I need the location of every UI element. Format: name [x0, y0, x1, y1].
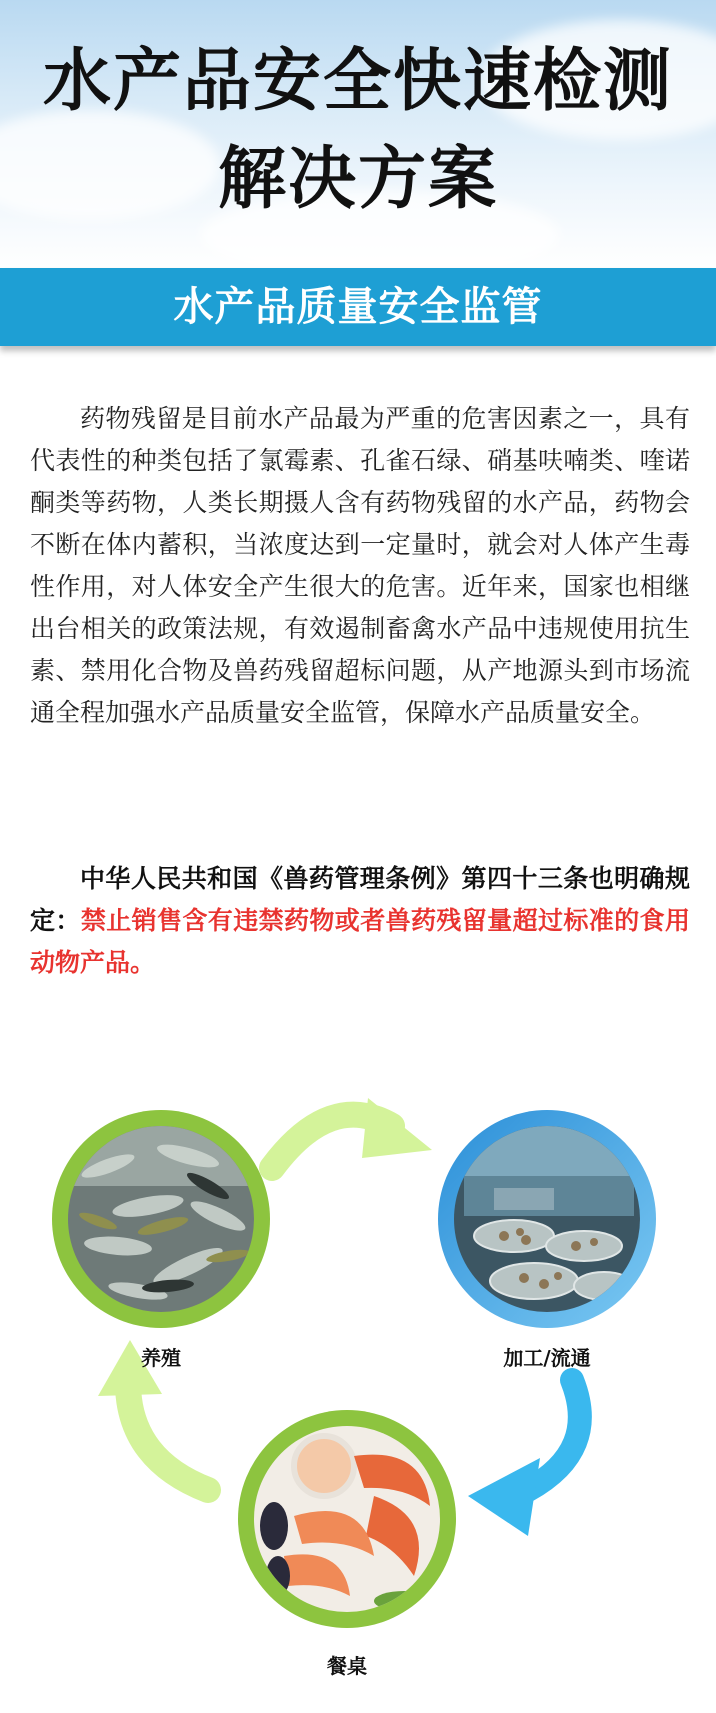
stage-farming-label: 养殖	[141, 1346, 181, 1370]
stage-table-label: 餐桌	[327, 1654, 367, 1678]
section-title: 水产品质量安全监管	[173, 284, 543, 330]
intro-paragraph: 药物残留是目前水产品最为严重的危害因素之一，具有代表性的种类包括了氯霉素、孔雀石绿、硝基呋喃类、喹诺酮类等药物，人类长期摄人含有药物残留的水产品，药物会不断在体内蓄积，当浓度达到一定量时，就会对人体产生毒性作用，对人体安全产生很大的危害。近年来，国家也相继出台相关的政策法规，有效遏制畜禽水产品中违规使用抗生素、禁用化合物及兽药残留超标问题，从产地源头到市场流通全程加强水产品质量安全监管，保障水产品质量安全。	[30, 404, 690, 727]
page-title-line2: 解决方案	[217, 140, 498, 219]
stage-table-ring	[238, 1410, 456, 1628]
arrow-top-icon	[272, 1098, 432, 1168]
section-band	[0, 268, 716, 346]
stage-farming-ring	[52, 1110, 270, 1328]
arrow-right-icon	[468, 1380, 580, 1536]
regulation-paragraph	[30, 858, 690, 984]
regulation-prefix: 中华人民共和国《兽药管理条例》第四十三条也明确规定：	[30, 864, 690, 935]
seafood-platter-image	[254, 1426, 440, 1612]
fish-farming-image	[68, 1126, 254, 1312]
regulation-highlight: 禁止销售含有违禁药物或者兽药残留量超过标准的食用动物产品。	[30, 906, 690, 977]
stage-processing-label: 加工/流通	[503, 1346, 591, 1370]
hero-banner	[0, 0, 716, 268]
page-title-line1: 水产品安全快速检测	[42, 42, 673, 121]
stage-processing-ring	[438, 1110, 656, 1328]
supply-cycle-diagram	[0, 1090, 716, 1710]
seafood-market-image	[454, 1126, 640, 1312]
